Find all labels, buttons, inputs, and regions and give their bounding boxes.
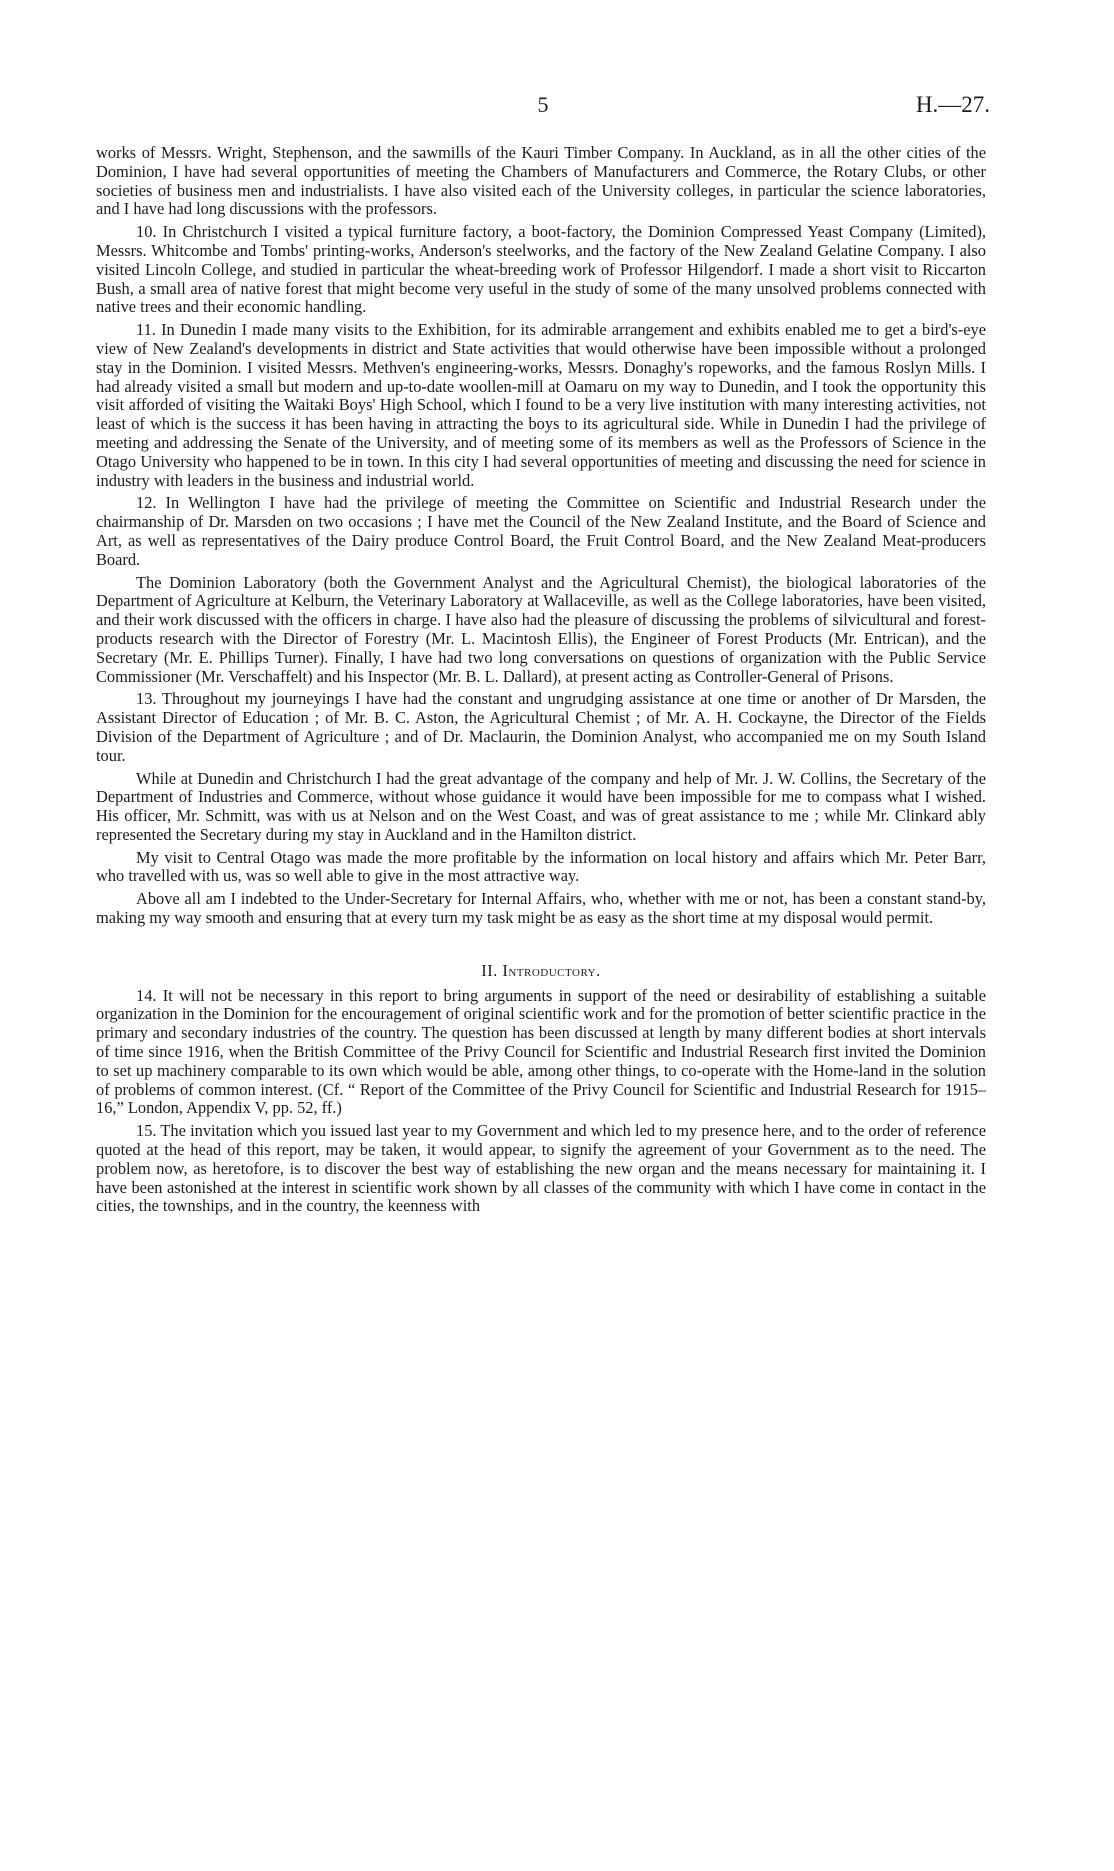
section-heading: II. Introductory. [481,960,601,980]
paragraph-13: 13. Throughout my journeyings I have had the constant and ungrudging assistance at one time or another of Dr Marsden, the Assistant Director of Education ; of Mr. B. C. Aston, the Agricultural Chemist ; of Mr. A. H. Cockayne, the Director of the Fields Division of the Department of Agriculture ; and of Dr. Maclaurin, the Dominion Analyst, who accompanied me on my South Island tour. [96,689,986,765]
paragraph-12-dominion-laboratory: The Dominion Laboratory (both the Government Analyst and the Agricultural Chemist), the biological laboratories of the Department of Agriculture at Kelburn, the Veterinary Laboratory at Wallaceville, as well as the College laboratories, have been visited, and their work discussed with the officers in charge. I have also had the pleasure of discussing the problems of silvicultural and forest-products research with the Director of Forestry (Mr. L. Macintosh Ellis), the Engineer of Forest Products (Mr. Entrican), and the Secretary (Mr. E. Phillips Turner). Finally, I have had two long conversations on questions of organization with the Public Service Commissioner (Mr. Verschaffelt) and his Inspector (Mr. B. L. Dallard), at present acting as Controller-General of Prisons. [96,572,986,686]
paragraph-15: 15. The invitation which you issued last year to my Government and which led to my presence here, and to the order of reference quoted at the head of this report, may be taken, it would appear, to signify the agreement of your Government as to the need. The problem now, as heretofore, is to discover the best way of establishing the new organ and the means necessary for maintaining it. I have been astonished at the interest in scientific work shown by all classes of the community with which I have come in contact in the cities, the townships, and in the country, the keenness with [96,1121,986,1216]
paragraph-10: 10. In Christchurch I visited a typical furniture factory, a boot-factory, the Dominion Compressed Yeast Company (Limited), Messrs. Whitcombe and Tombs' printing-works, Anderson's steelworks, and the factory of the New Zealand Gelatine Company. I also visited Lincoln College, and studied in particular the wheat-breeding work of Professor Hilgendorf. I made a short visit to Riccarton Bush, a small area of native forest that might become very useful in the study of some of the many unsolved problems connected with native trees and their economic handling. [96,222,986,317]
paragraph-13-acknowledgement: Above all am I indebted to the Under-Secretary for Internal Affairs, who, whether with me or not, has been a constant stand-by, making my way smooth and ensuring that at every turn my task might be as easy as the short time at my disposal would permit. [96,889,986,928]
document-reference: H.—27. [915,92,990,117]
paragraph-13-dunedin: While at Dunedin and Christchurch I had the great advantage of the company and help of Mr. J. W. Collins, the Secretary of the Department of Industries and Commerce, without whose guidance it would have been impossible for me to compass what I wished. His officer, Mr. Schmitt, was with us at Nelson and on the West Coast, and was of great assistance to me ; while Mr. Clinkard ably represented the Secretary during my stay in Auckland and in the Hamilton district. [96,768,986,844]
paragraph-continued: works of Messrs. Wright, Stephenson, and the sawmills of the Kauri Timber Company. In Auckland, as in all the other cities of the Dominion, I have had several opportunities of meeting the Chambers of Manufacturers and Commerce, the Rotary Clubs, or other societies of business men and industrialists. I have also visited each of the University colleges, in particular the science laboratories, and I have had long discussions with the professors. [96,143,986,219]
paragraph-13-central-otago: My visit to Central Otago was made the more profitable by the information on local history and affairs which Mr. Peter Barr, who travelled with us, was so well able to give in the most attractive way. [96,847,986,886]
page-header [96,92,990,122]
page-number: 5 [537,92,549,117]
paragraph-14: 14. It will not be necessary in this report to bring arguments in support of the need or desirability of establishing a suitable organization in the Dominion for the encouragement of original scientific work and for the promotion of better scientific practice in the primary and secondary industries of the country. The question has been discussed at length by many different bodies at short intervals of time since 1916, when the British Committee of the Privy Council for Scientific and Industrial Research first invited the Dominion to set up machinery comparable to its own which would be able, among other things, to co-operate with the Home-land in the solution of problems of common interest. (Cf. “ Report of the Committee of the Privy Council for Scientific and Industrial Research for 1915–16,” London, Appendix V, pp. 52, ff.) [96,985,986,1118]
paragraph-12: 12. In Wellington I have had the privilege of meeting the Committee on Scientific and Industrial Research under the chairmanship of Dr. Marsden on two occasions ; I have met the Council of the New Zealand Institute, and the Board of Science and Art, as well as representatives of the Dairy produce Control Board, the Fruit Control Board, and the New Zealand Meat-producers Board. [96,493,986,569]
body-text [96,144,986,1220]
paragraph-11: 11. In Dunedin I made many visits to the Exhibition, for its admirable arrangement and exhibits enabled me to get a bird's-eye view of New Zealand's developments in district and State activities that would otherwise have been impossible without a prolonged stay in the Dominion. I visited Messrs. Methven's engineering-works, Messrs. Donaghy's ropeworks, and the famous Roslyn Mills. I had already visited a small but modern and up-to-date woollen-mill at Oamaru on my way to Dunedin, and I took the opportunity this visit afforded of visiting the Waitaki Boys' High School, which I found to be a very live institution with many interesting activities, not least of which is the success it has been having in attracting the boys to its agricultural side. While in Dunedin I had the privilege of meeting and addressing the Senate of the University, and of meeting some of its members as well as the Professors of Science in the Otago University who happened to be in town. In this city I had several opportunities of meeting and discussing the need for science in industry with leaders in the business and industrial world. [96,320,986,490]
